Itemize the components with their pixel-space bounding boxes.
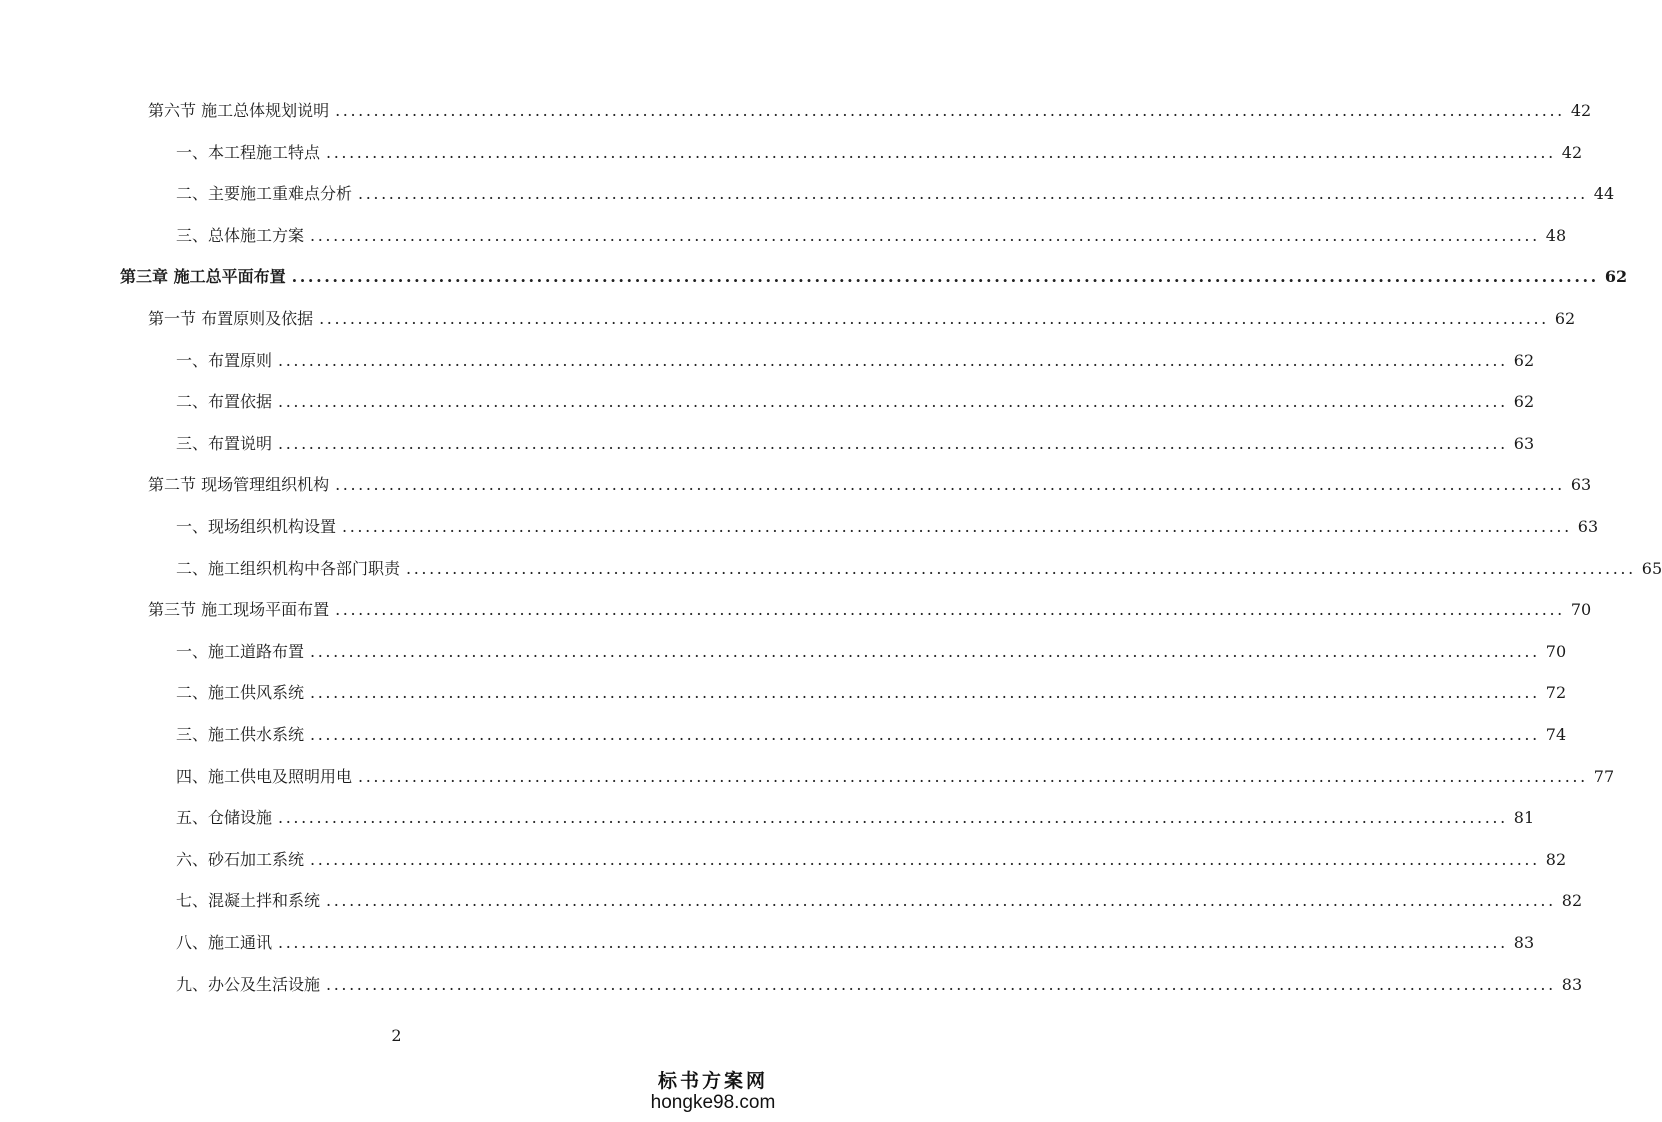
toc-entry[interactable] xyxy=(176,221,1567,251)
toc-entry-page: 70 xyxy=(1545,641,1567,661)
toc-dot-leader: ................................................................................................................................................................ xyxy=(278,808,1508,828)
toc-entry-title: 第一节 布置原则及依据 xyxy=(148,309,314,328)
toc-entry[interactable] xyxy=(176,678,1567,708)
toc-entry-title: 一、现场组织机构设置 xyxy=(176,517,337,536)
watermark xyxy=(643,1070,783,1114)
toc-entry-page: 82 xyxy=(1545,849,1567,869)
toc-dot-leader: ................................................................................................................................................................ xyxy=(310,641,1540,661)
toc-entry-page: 62 xyxy=(1554,309,1576,328)
toc-dot-leader: ................................................................................................................................................................ xyxy=(278,350,1508,370)
toc-entry[interactable] xyxy=(176,138,1583,168)
toc-entry-page: 83 xyxy=(1561,974,1583,994)
toc-entry-page: 82 xyxy=(1561,891,1583,911)
toc-entry[interactable] xyxy=(176,803,1535,833)
toc-dot-leader: ................................................................................................................................................................ xyxy=(310,225,1540,245)
toc-dot-leader: ................................................................................................................................................................ xyxy=(278,933,1508,952)
toc-entry[interactable] xyxy=(148,470,1592,500)
toc-entry-title: 三、布置说明 xyxy=(176,433,273,453)
toc-entry-page: 62 xyxy=(1604,267,1628,287)
toc-entry-title: 五、仓储设施 xyxy=(176,808,273,828)
watermark-site-name: 标书方案网 xyxy=(657,1070,768,1092)
toc-entry-page: 42 xyxy=(1570,101,1592,120)
toc-dot-leader: ................................................................................................................................................................ xyxy=(335,101,1565,120)
toc-dot-leader: ................................................................................................................................................................ xyxy=(278,433,1508,453)
toc-entry-title: 第三章 施工总平面布置 xyxy=(120,267,286,287)
watermark-url: hongke98.com xyxy=(650,1092,776,1113)
toc-dot-leader: ................................................................................................................................................................ xyxy=(326,142,1556,162)
toc-entry-page: 63 xyxy=(1513,433,1535,453)
toc-entry-title: 二、主要施工重难点分析 xyxy=(176,184,353,204)
toc-entry-page: 65 xyxy=(1641,558,1662,578)
toc-dot-leader: ................................................................................................................................................................ xyxy=(335,475,1565,495)
toc-entry[interactable] xyxy=(176,845,1567,875)
toc-entry[interactable] xyxy=(176,637,1567,667)
toc-entry-title: 第二节 现场管理组织机构 xyxy=(148,475,330,495)
toc-entry-page: 83 xyxy=(1513,933,1535,952)
toc-entry-page: 42 xyxy=(1561,142,1583,162)
toc-entry-page: 62 xyxy=(1513,392,1535,412)
toc-entry-page: 62 xyxy=(1513,350,1535,370)
toc-entry-title: 四、施工供电及照明用电 xyxy=(176,766,353,786)
toc-entry-page: 81 xyxy=(1513,808,1535,828)
toc-entry-page: 77 xyxy=(1593,766,1615,786)
toc-dot-leader: ................................................................................................................................................................ xyxy=(358,184,1588,204)
toc-entry[interactable] xyxy=(176,346,1535,376)
toc-entry-title: 第三节 施工现场平面布置 xyxy=(148,600,330,620)
toc-entry-title: 九、办公及生活设施 xyxy=(176,974,321,994)
toc-entry[interactable] xyxy=(176,387,1535,417)
toc-entry-title: 一、施工道路布置 xyxy=(176,641,305,661)
toc-entry-title: 二、布置依据 xyxy=(176,392,273,412)
toc-entry[interactable] xyxy=(176,762,1615,792)
toc-dot-leader: ................................................................................................................................................................ xyxy=(310,725,1540,744)
toc-entry[interactable] xyxy=(148,595,1592,625)
toc-entry-title: 二、施工供风系统 xyxy=(176,683,305,703)
toc-entry[interactable] xyxy=(176,512,1599,542)
toc-entry[interactable] xyxy=(176,886,1583,916)
toc-entry-title: 六、砂石加工系统 xyxy=(176,849,305,869)
toc-dot-leader: ................................................................................................................................................................ xyxy=(310,849,1540,869)
toc-entry[interactable] xyxy=(176,970,1583,1000)
toc-entry-page: 70 xyxy=(1570,600,1592,620)
toc-dot-leader: ................................................................................................................................................................ xyxy=(326,974,1556,994)
toc-entry-title: 一、本工程施工特点 xyxy=(176,142,321,162)
toc-entry-page: 74 xyxy=(1545,725,1567,744)
toc-dot-leader: ................................................................................................................................................................ xyxy=(319,309,1549,328)
toc-entry[interactable] xyxy=(176,179,1615,209)
toc-entry[interactable] xyxy=(176,554,1662,584)
toc-entry-title: 第六节 施工总体规划说明 xyxy=(148,101,330,120)
toc-entry[interactable] xyxy=(176,720,1567,750)
toc-dot-leader: ................................................................................................................................................................ xyxy=(310,683,1540,703)
toc-entry[interactable] xyxy=(176,928,1535,958)
toc-dot-leader: ................................................................................................................................................................ xyxy=(278,392,1508,412)
toc-entry[interactable] xyxy=(148,304,1576,334)
toc-dot-leader: ................................................................................................................................................................ xyxy=(358,766,1588,786)
toc-dot-leader: ................................................................................................................................................................ xyxy=(335,600,1565,620)
page-number: 2 xyxy=(391,1026,402,1045)
toc-entry-page: 63 xyxy=(1577,517,1599,536)
toc-entry-page: 48 xyxy=(1545,225,1567,245)
toc-entry[interactable] xyxy=(176,429,1535,459)
toc-entry-page: 63 xyxy=(1570,475,1592,495)
toc-entry-page: 44 xyxy=(1593,184,1615,204)
toc-entry[interactable] xyxy=(120,262,1628,292)
toc-entry-title: 三、总体施工方案 xyxy=(176,225,305,245)
toc-entry-page: 72 xyxy=(1545,683,1567,703)
toc-dot-leader: ................................................................................................................................................................ xyxy=(406,558,1636,578)
toc-dot-leader: ................................................................................................................................................................ xyxy=(326,891,1556,911)
toc-entry-title: 一、布置原则 xyxy=(176,350,273,370)
toc-entry-title: 七、混凝土拌和系统 xyxy=(176,891,321,911)
toc-dot-leader: ................................................................................................................................................................ xyxy=(342,517,1572,536)
toc-entry-title: 八、施工通讯 xyxy=(176,933,273,952)
toc-entry-title: 二、施工组织机构中各部门职责 xyxy=(176,558,401,578)
toc-dot-leader: ................................................................................................................................................................ xyxy=(291,267,1599,287)
toc-entry[interactable] xyxy=(148,96,1592,126)
toc-entry-title: 三、施工供水系统 xyxy=(176,725,305,744)
